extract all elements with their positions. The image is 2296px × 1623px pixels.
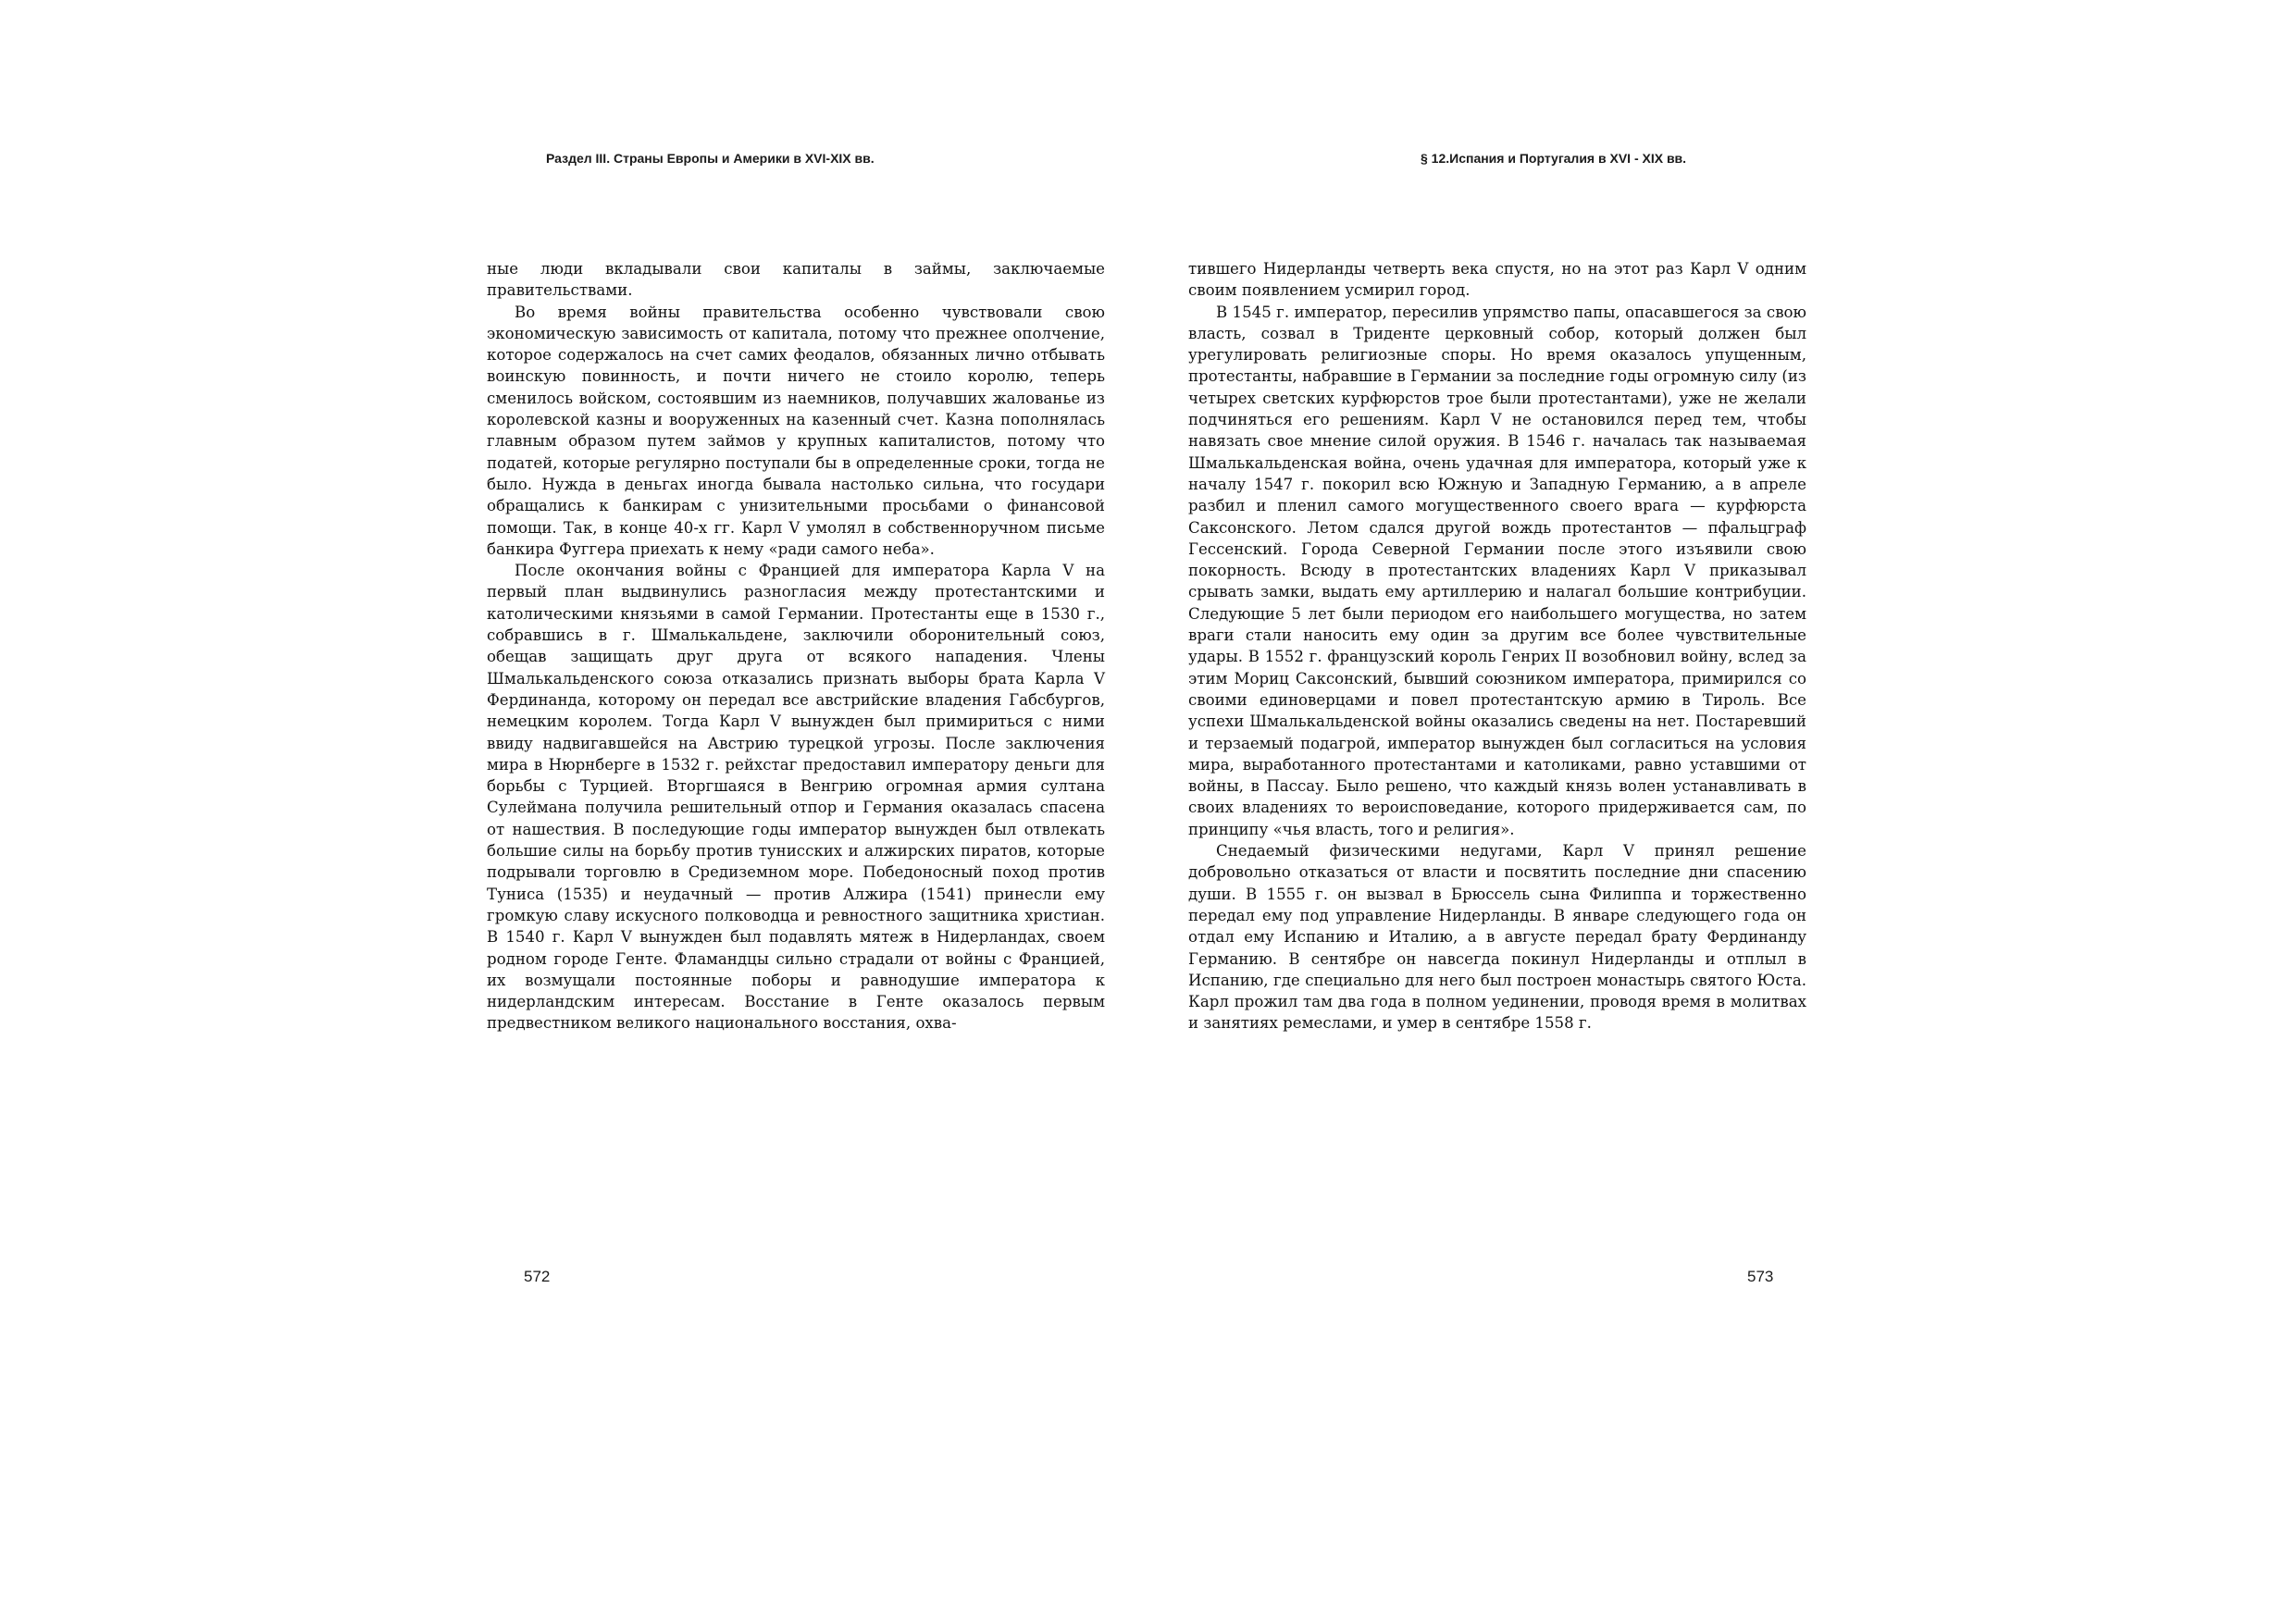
page-number-left: 572 xyxy=(524,1268,551,1285)
running-head-right: § 12.Испания и Португалия в XVI - XIX вв. xyxy=(1421,151,1687,166)
paragraph: Во время войны правительства особенно чувствовали свою экономическую зависимость от капитала, потому что прежнее ополчение, которое содержалось на счет самих феодалов, обязанных лично отбывать воинскую повинность, и почти ничего не стоило королю, теперь сменилось войском, состоявшим из наемников, получавших жалованье из королевской казны и вооруженных на казенный счет. Казна пополнялась главным образом путем займов у крупных капиталистов, потому что податей, которые регулярно поступали бы в определенные сроки, тогда не было. Нужда в деньгах иногда бывала настолько сильна, что государи обращались к банкирам с унизительными просьбами о финансовой помощи. Так, в конце 40-х гг. Карл V умолял в собственноручном письме банкира Фуггера приехать к нему «ради самого неба». xyxy=(487,303,1105,558)
paragraph: ные люди вкладывали свои капиталы в займы, заключаемые правительствами. xyxy=(487,260,1105,300)
paragraph: тившего Нидерланды четверть века спустя, но на этот раз Карл V одним своим появлением усмирил город. xyxy=(1188,260,1806,300)
left-page-text-column xyxy=(487,258,1105,1035)
paragraph: После окончания войны с Францией для императора Карла V на первый план выдвинулись разногласия между протестантскими и католическими князьями в самой Германии. Протестанты еще в 1530 г., собравшись в г. Шмалькальдене, заключили оборонительный союз, обещав защищать друг друга от всякого нападения. Члены Шмалькальденского союза отказались признать выборы брата Карла V Фердинанда, которому он передал все австрийские владения Габсбургов, немецким королем. Тогда Карл V вынужден был примириться с ними ввиду надвигавшейся на Австрию турецкой угрозы. После заключения мира в Нюрнберге в 1532 г. рейхстаг предоставил императору деньги для борьбы с Турцией. Вторгшаяся в Венгрию огромная армия султана Сулеймана получила решительный отпор и Германия оказалась спасена от нашествия. В последующие годы император вынужден был отвлекать большие силы на борьбу против тунисских и алжирских пиратов, которые подрывали торговлю в Средиземном море. Победоносный поход против Туниса (1535) и неудачный — против Алжира (1541) принесли ему громкую славу искусного полководца и ревностного защитника христиан. В 1540 г. Карл V вынужден был подавлять мятеж в Нидерландах, своем родном городе Генте. Фламандцы сильно страдали от войны с Францией, их возмущали постоянные поборы и равнодушие императора к нидерландским интересам. Восстание в Генте оказалось первым предвестником великого национального восстания, охва- xyxy=(487,562,1105,1033)
running-head-left: Раздел III. Страны Европы и Америки в XVI-XIX вв. xyxy=(546,151,875,166)
paragraph: Снедаемый физическими недугами, Карл V принял решение добровольно отказаться от власти и посвятить последние дни спасению души. В 1555 г. он вызвал в Брюссель сына Филиппа и торжественно передал ему под управление Нидерланды. В январе следующего года он отдал ему Испанию и Италию, а в августе передал брату Фердинанду Германию. В сентябре он навсегда покинул Нидерланды и отплыл в Испанию, где специально для него был построен монастырь святого Юста. Карл прожил там два года в полном уединении, проводя время в молитвах и занятиях ремеслами, и умер в сентябре 1558 г. xyxy=(1188,842,1806,1033)
right-page-text-column xyxy=(1188,258,1806,1035)
page-number-right: 573 xyxy=(1747,1268,1774,1285)
paragraph: В 1545 г. император, пересилив упрямство папы, опасавшегося за свою власть, созвал в Триденте церковный собор, который должен был урегулировать религиозные споры. Но время оказалось упущенным, протестанты, набравшие в Германии за последние годы огромную силу (из четырех светских курфюрстов трое были протестантами), уже не желали подчиняться его решениям. Карл V не остановился перед тем, чтобы навязать свое мнение силой оружия. В 1546 г. началась так называемая Шмалькальденская война, очень удачная для императора, который уже к началу 1547 г. покорил всю Южную и Западную Германию, а в апреле разбил и пленил самого могущественного своего врага — курфюрста Саксонского. Летом сдался другой вождь протестантов — пфальцграф Гессенский. Города Северной Германии после этого изъявили свою покорность. Всюду в протестантских владениях Карл V приказывал срывать замки, выдать ему артиллерию и налагал большие контрибуции. Следующие 5 лет были периодом его наибольшего могущества, но затем враги стали наносить ему один за другим все более чувствительные удары. В 1552 г. французский король Генрих II возобновил войну, вслед за этим Мориц Саксонский, бывший союзником императора, примирился со своими единоверцами и повел протестантскую армию в Тироль. Все успехи Шмалькальденской войны оказались сведены на нет. Постаревший и терзаемый подагрой, император вынужден был согласиться на условия мира, выработанного протестантами и католиками, равно уставшими от войны, в Пассау. Было решено, что каждый князь волен устанавливать в своих владениях то вероисповедание, которого придерживается сам, по принципу «чья власть, того и религия». xyxy=(1188,303,1806,838)
